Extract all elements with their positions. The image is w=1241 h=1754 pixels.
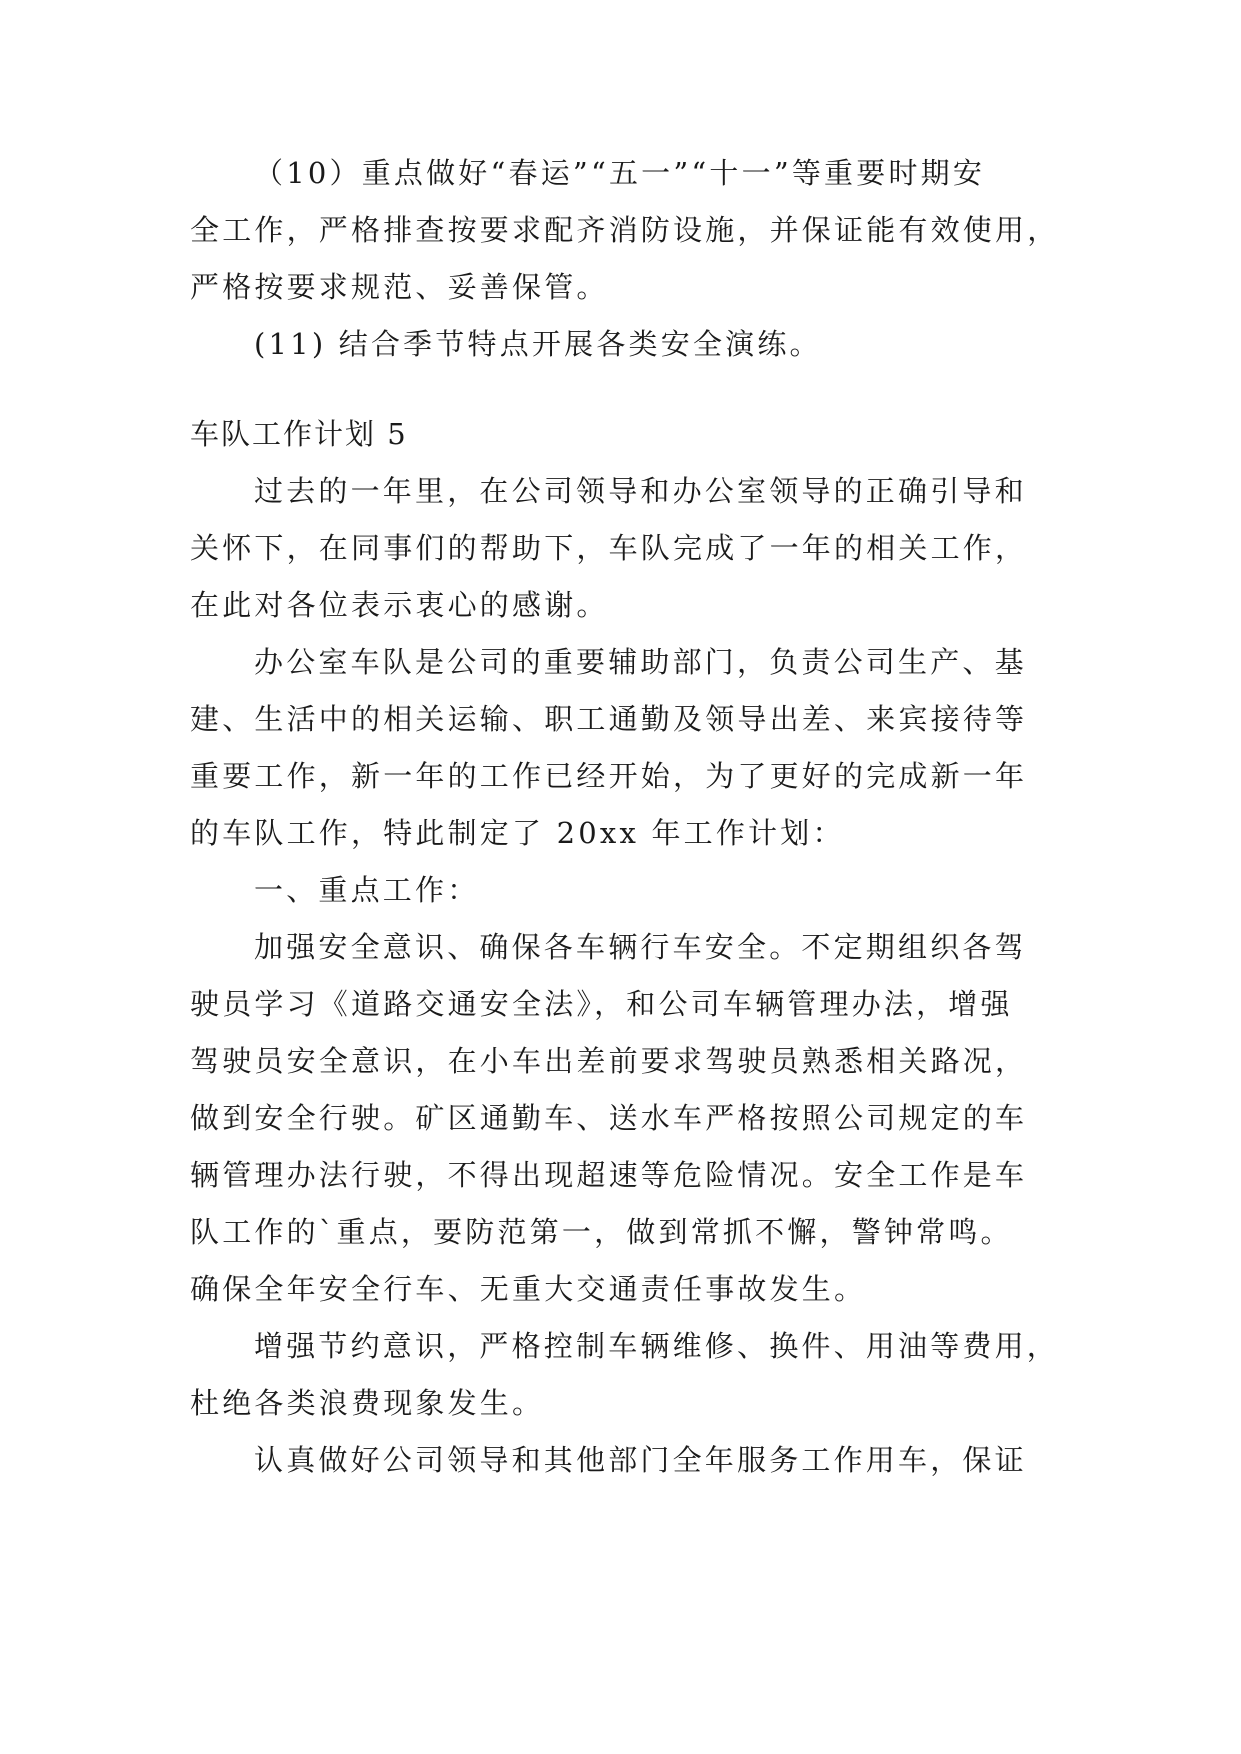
paragraph-4-line-3: 驾驶员安全意识，在小车出差前要求驾驶员熟悉相关路况， <box>190 1044 1028 1078</box>
paragraph-2-line-3: 重要工作，新一年的工作已经开始，为了更好的完成新一年 <box>190 759 1028 793</box>
paragraph-4-line-5: 辆管理办法行驶，不得出现超速等危险情况。安全工作是车 <box>190 1158 1028 1192</box>
section-title: 车队工作计划 5 <box>190 417 408 451</box>
item-11-line-1: (11) 结合季节特点开展各类安全演练。 <box>254 327 822 361</box>
paragraph-4-line-2: 驶员学习《道路交通安全法》，和公司车辆管理办法，增强 <box>190 987 1013 1021</box>
paragraph-5-line-1: 增强节约意识，严格控制车辆维修、换件、用油等费用， <box>254 1329 1060 1363</box>
paragraph-1-line-2: 关怀下，在同事们的帮助下，车队完成了一年的相关工作， <box>190 531 1028 565</box>
paragraph-4-line-6: 队工作的`重点，要防范第一，做到常抓不懈，警钟常鸣。 <box>190 1215 1013 1249</box>
item-10-line-1: （10）重点做好“春运”“五一”“十一”等重要时期安 <box>254 156 986 190</box>
paragraph-4-line-7: 确保全年安全行车、无重大交通责任事故发生。 <box>190 1272 867 1306</box>
paragraph-6-line-1: 认真做好公司领导和其他部门全年服务工作用车，保证 <box>254 1443 1027 1477</box>
item-10-line-2: 全工作，严格排查按要求配齐消防设施，并保证能有效使用， <box>190 213 1060 247</box>
paragraph-4-line-1: 加强安全意识、确保各车辆行车安全。不定期组织各驾 <box>254 930 1027 964</box>
paragraph-2-line-1: 办公室车队是公司的重要辅助部门，负责公司生产、基 <box>254 645 1027 679</box>
paragraph-2-line-2: 建、生活中的相关运输、职工通勤及领导出差、来宾接待等 <box>190 702 1028 736</box>
paragraph-2-line-4: 的车队工作，特此制定了 20xx 年工作计划： <box>190 816 845 850</box>
paragraph-1-line-3: 在此对各位表示衷心的感谢。 <box>190 588 609 622</box>
paragraph-4-line-4: 做到安全行驶。矿区通勤车、送水车严格按照公司规定的车 <box>190 1101 1028 1135</box>
item-10-line-3: 严格按要求规范、妥善保管。 <box>190 270 609 304</box>
paragraph-5-line-2: 杜绝各类浪费现象发生。 <box>190 1386 545 1420</box>
paragraph-1-line-1: 过去的一年里，在公司领导和办公室领导的正确引导和 <box>254 474 1027 508</box>
subheading-key-work: 一、重点工作： <box>254 873 480 907</box>
